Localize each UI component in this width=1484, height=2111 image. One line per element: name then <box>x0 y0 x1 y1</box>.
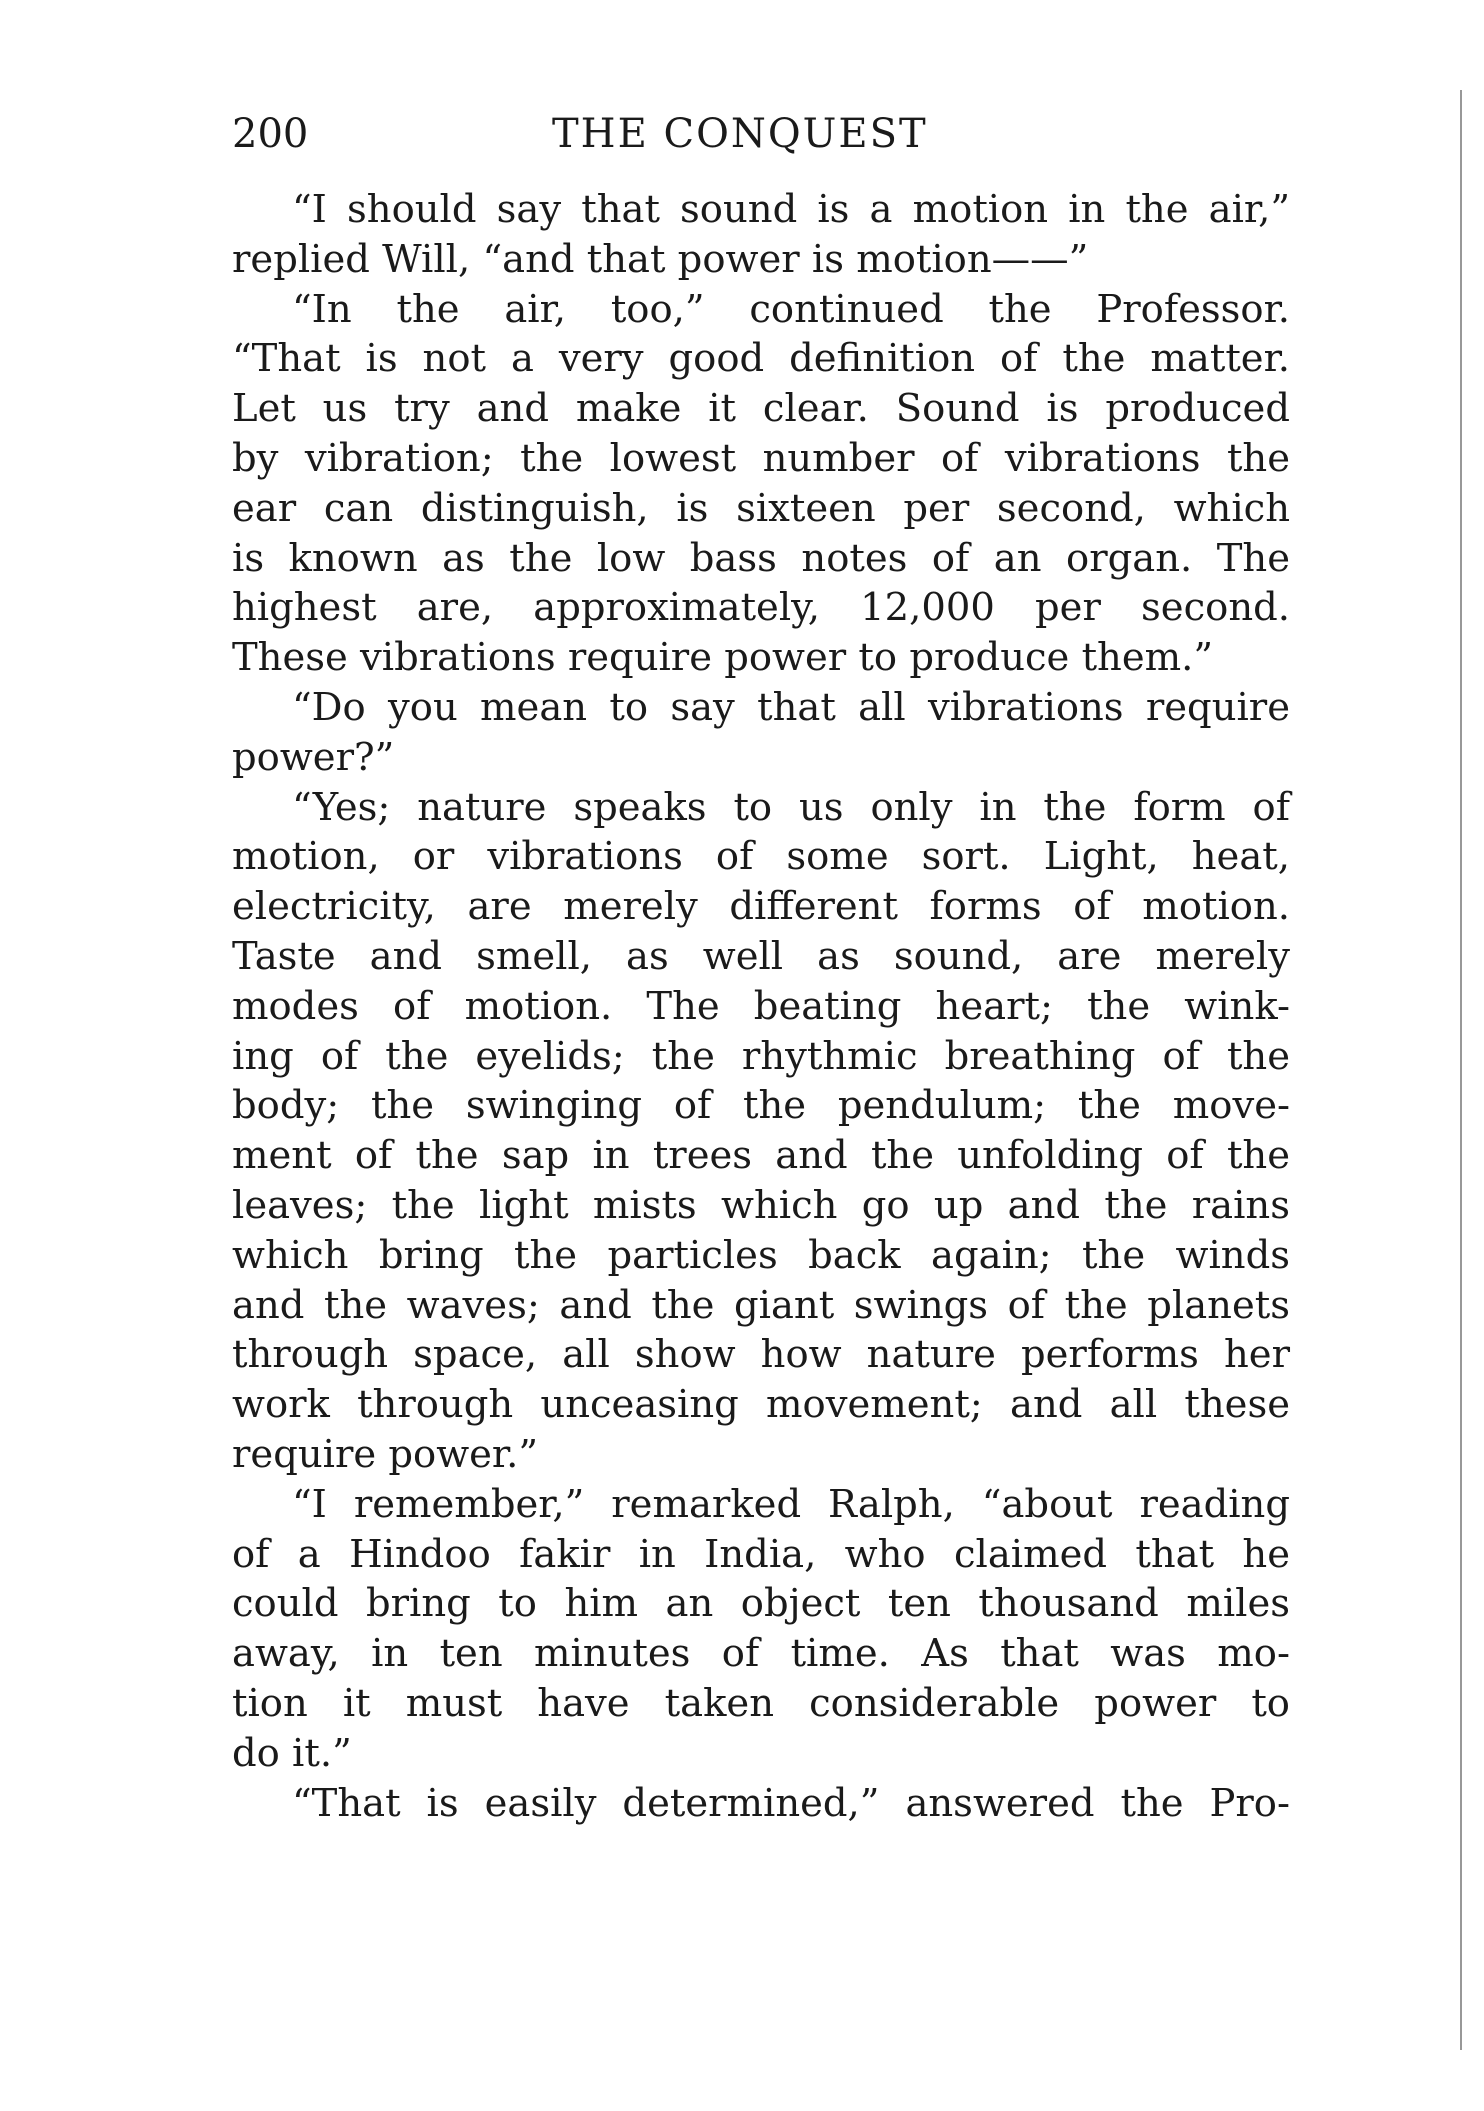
text-line: by vibration; the lowest number of vibrations the <box>232 435 1290 481</box>
text-line: body; the swinging of the pendulum; the move- <box>232 1083 1290 1129</box>
text-line: modes of motion. The beating heart; the wink- <box>232 983 1290 1029</box>
running-head: THE CONQUEST <box>552 111 928 157</box>
text-line: which bring the particles back again; the winds <box>232 1232 1290 1278</box>
text-line: “I should say that sound is a motion in the air,” <box>292 187 1290 232</box>
text-line: ear can distinguish, is sixteen per second, which <box>232 485 1290 531</box>
text-line: work through unceasing movement; and all these <box>232 1382 1290 1428</box>
text-line: “In the air, too,” continued the Professor. <box>292 286 1290 332</box>
text-line: Let us try and make it clear. Sound is produced <box>232 386 1290 432</box>
text-line: replied Will, “and that power is motion——” <box>232 236 1089 282</box>
text-line: highest are, approximately, 12,000 per second. <box>232 585 1290 631</box>
text-line: These vibrations require power to produce them.” <box>232 635 1214 681</box>
text-line: “I remember,” remarked Ralph, “about reading <box>292 1481 1290 1527</box>
text-line: motion, or vibrations of some sort. Light, heat, <box>232 834 1290 880</box>
text-line: electricity, are merely different forms of motion. <box>232 884 1290 930</box>
text-line: through space, all show how nature performs her <box>232 1332 1290 1378</box>
text-line: leaves; the light mists which go up and the rains <box>232 1182 1290 1228</box>
page-header <box>232 104 1290 164</box>
text-line: “That is not a very good definition of the matter. <box>232 336 1290 382</box>
text-line: “Yes; nature speaks to us only in the form of <box>292 784 1290 830</box>
text-line: do it.” <box>232 1730 352 1776</box>
text-line: “Do you mean to say that all vibrations require <box>292 684 1290 730</box>
text-line: tion it must have taken considerable power to <box>232 1680 1290 1726</box>
text-line: could bring to him an object ten thousand miles <box>232 1581 1290 1627</box>
text-line: and the waves; and the giant swings of the planets <box>232 1282 1290 1328</box>
text-line: is known as the low bass notes of an organ. The <box>232 535 1290 581</box>
text-line: ment of the sap in trees and the unfolding of the <box>232 1133 1290 1179</box>
page-edge-line <box>1460 90 1462 2050</box>
text-line: ing of the eyelids; the rhythmic breathing of the <box>232 1033 1290 1079</box>
text-line: power?” <box>232 734 395 780</box>
text-line: Taste and smell, as well as sound, are merely <box>232 933 1290 979</box>
text-line: of a Hindoo fakir in India, who claimed that he <box>232 1531 1290 1577</box>
text-line: away, in ten minutes of time. As that was mo- <box>232 1631 1290 1677</box>
text-line: “That is easily determined,” answered the Pro- <box>292 1780 1290 1826</box>
text-line: require power.” <box>232 1431 539 1477</box>
body-text <box>232 185 1290 1828</box>
page-number: 200 <box>232 111 309 157</box>
